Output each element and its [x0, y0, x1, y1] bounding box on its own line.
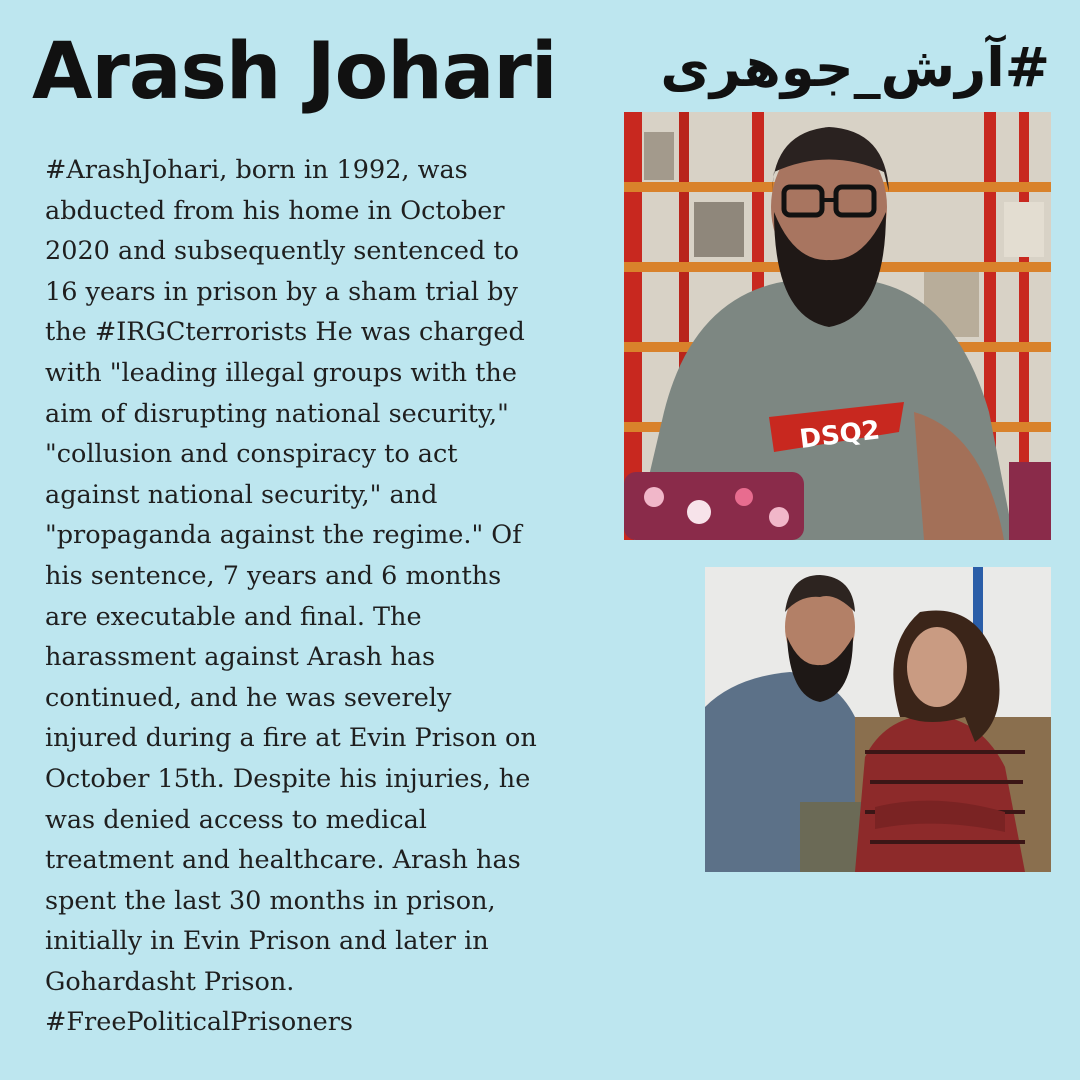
text-line: aim of disrupting national security,"	[45, 398, 509, 429]
hashtag-line: #FreePoliticalPrisoners	[45, 1007, 353, 1038]
text-line: October 15th. Despite his injuries, he	[45, 763, 531, 794]
portrait-photo	[624, 112, 1051, 540]
text-line: initially in Evin Prison and later in	[45, 926, 489, 957]
shirt-logo-text: DSQ2	[797, 415, 882, 455]
text-line: abducted from his home in October	[45, 195, 505, 226]
persian-hashtag-title: #آرش_جوهری	[660, 36, 1050, 99]
text-line: with "leading illegal groups with the	[45, 357, 517, 388]
portrait-illustration	[624, 112, 1051, 540]
text-line: his sentence, 7 years and 6 months	[45, 560, 502, 591]
text-line: "collusion and conspiracy to act	[45, 439, 458, 470]
text-line: the #IRGCterrorists He was charged	[45, 317, 525, 348]
text-line: are executable and final. The	[45, 601, 422, 632]
page-title: Arash Johari	[32, 27, 557, 117]
couple-photo	[705, 567, 1051, 872]
biography-text	[45, 150, 605, 1043]
text-line: Gohardasht Prison.	[45, 966, 295, 997]
text-line: was denied access to medical	[45, 804, 427, 835]
text-line: "propaganda against the regime." Of	[45, 520, 522, 551]
text-line: against national security," and	[45, 479, 438, 510]
text-line: harassment against Arash has	[45, 642, 436, 673]
text-line: continued, and he was severely	[45, 682, 452, 713]
text-line: 2020 and subsequently sentenced to	[45, 236, 520, 267]
text-line: 16 years in prison by a sham trial by	[45, 276, 518, 307]
text-line: injured during a fire at Evin Prison on	[45, 723, 537, 754]
couple-illustration	[705, 567, 1051, 872]
text-line: spent the last 30 months in prison,	[45, 885, 496, 916]
text-line: treatment and healthcare. Arash has	[45, 845, 521, 876]
text-line: #ArashJohari, born in 1992, was	[45, 155, 468, 185]
